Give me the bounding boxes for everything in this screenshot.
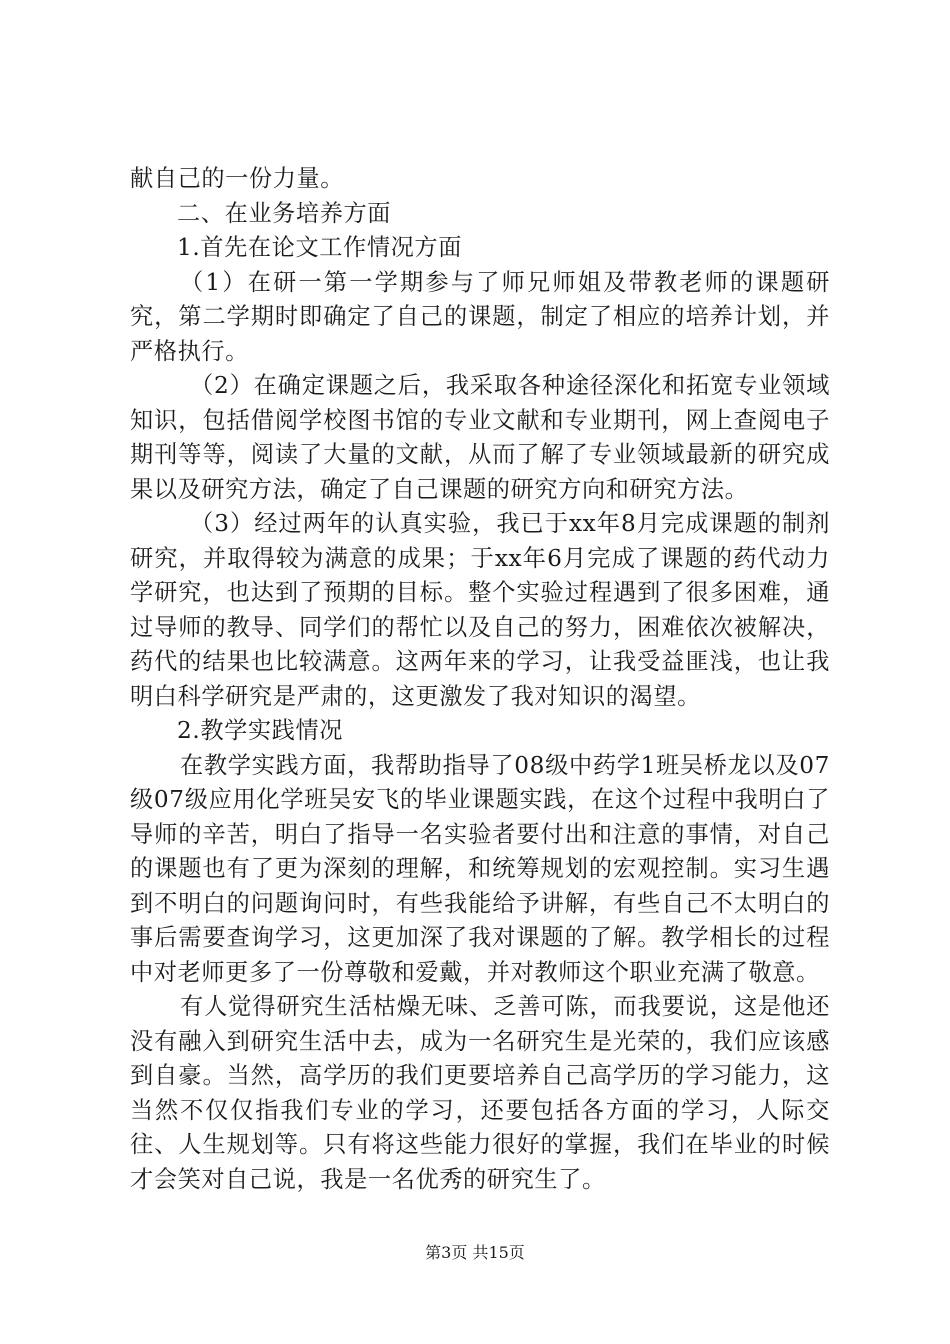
page-number-label: 第3页 共15页 xyxy=(425,1243,525,1262)
page-footer xyxy=(0,1240,950,1263)
subheading-teaching-practice: 2.教学实践情况 xyxy=(177,717,344,744)
paragraph-item-2: （2）在确定课题之后，我采取各种途径深化和拓宽专业领域知识，包括借阅学校图书馆的专业文献和专业期刊，网上查阅电子期刊等等，阅读了大量的文献，从而了解了专业领域最新的研究成果以及研究方法，确定了自己课题的研究方向和研究方法。 xyxy=(130,372,830,503)
paragraph-item-1: （1）在研一第一学期参与了师兄师姐及带教老师的课题研究，第二学期时即确定了自己的课题，制定了相应的培养计划，并严格执行。 xyxy=(130,268,830,365)
paragraph-item-3: （3）经过两年的认真实验，我已于xx年8月完成课题的制剂研究，并取得较为满意的成果；于xx年6月完成了课题的药代动力学研究，也达到了预期的目标。整个实验过程遇到了很多困难，通过导师的教导、同学们的帮忙以及自己的努力，困难依次被解决，药代的结果也比较满意。这两年来的学习，让我受益匪浅，也让我明白科学研究是严肃的，这更激发了我对知识的渴望。 xyxy=(130,510,830,710)
paragraph-continuation: 献自己的一份力量。 xyxy=(130,165,345,192)
paragraph-conclusion: 有人觉得研究生活枯燥无味、乏善可陈，而我要说，这是他还没有融入到研究生活中去，成为一名研究生是光荣的，我们应该感到自豪。当然，高学历的我们更要培养自己高学历的学习能力，这当然不仅仅指我们专业的学习，还要包括各方面的学习，人际交往、人生规划等。只有将这些能力很好的掌握，我们在毕业的时候才会笑对自己说，我是一名优秀的研究生了。 xyxy=(130,993,830,1193)
subheading-thesis-work: 1.首先在论文工作情况方面 xyxy=(177,234,462,261)
document-body xyxy=(130,162,830,1197)
section-heading-business-training: 二、在业务培养方面 xyxy=(177,199,392,227)
paragraph-teaching: 在教学实践方面，我帮助指导了08级中药学1班吴桥龙以及07级07级应用化学班吴安飞的毕业课题实践，在这个过程中我明白了导师的辛苦，明白了指导一名实验者要付出和注意的事情，对自己的课题也有了更为深刻的理解，和统筹规划的宏观控制。实习生遇到不明白的问题询问时，有些我能给予讲解，有些自己不太明白的事后需要查询学习，这更加深了我对课题的了解。教学相长的过程中对老师更多了一份尊敬和爱戴，并对教师这个职业充满了敬意。 xyxy=(130,751,830,986)
